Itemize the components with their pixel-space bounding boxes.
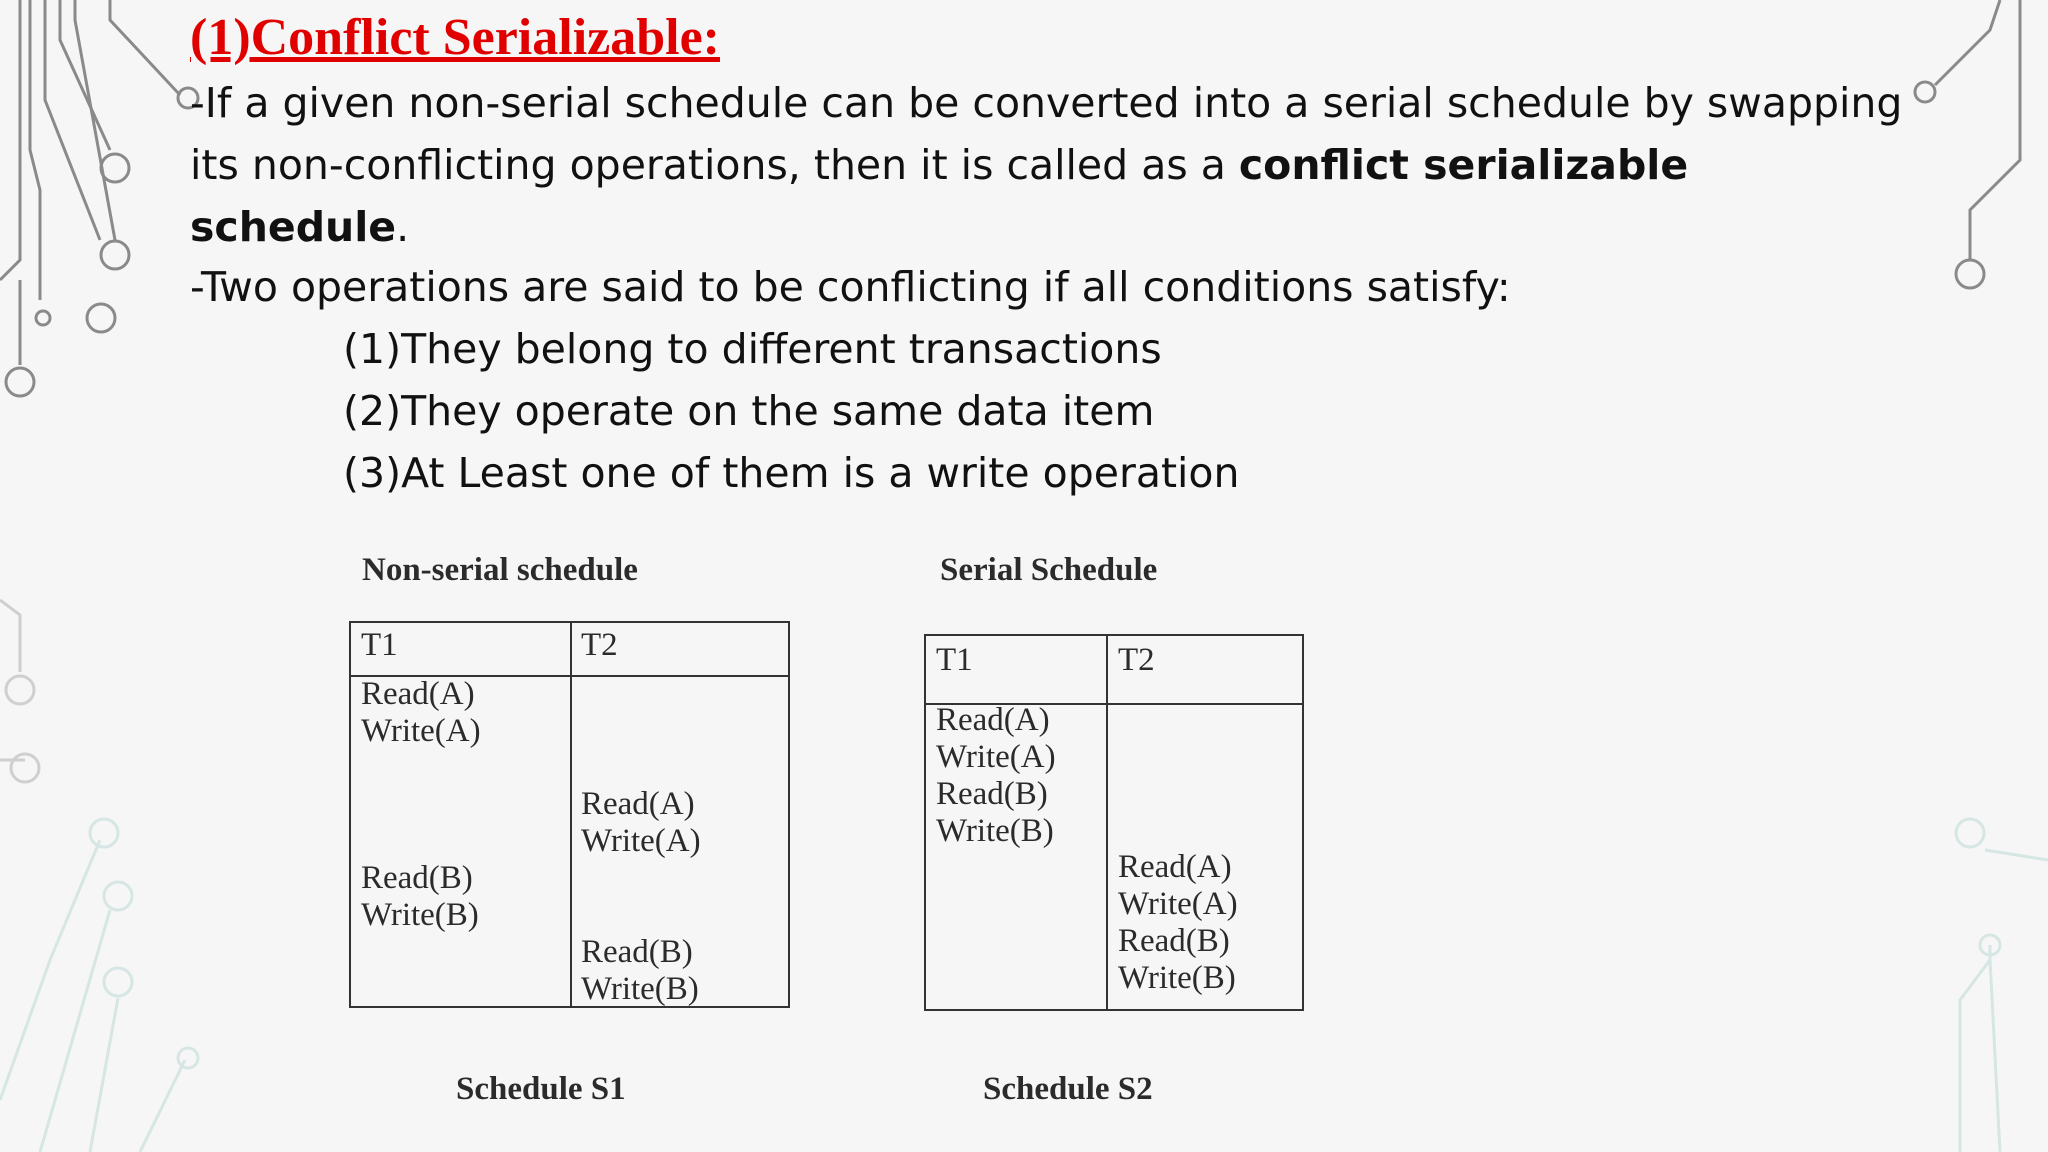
t1-operation: Write(B): [361, 897, 479, 933]
serial-heading: Serial Schedule: [940, 552, 1158, 588]
t2-operation: Write(A): [581, 823, 701, 859]
condition-item: (1)They belong to different transactions: [343, 325, 1162, 373]
t1-operation: Write(B): [936, 813, 1054, 849]
t1-operation: Read(A): [936, 702, 1050, 738]
column-header-t2: T2: [581, 627, 618, 663]
t1-operation: Read(B): [936, 776, 1048, 812]
t2-operation: Read(A): [581, 786, 695, 822]
definition-end: .: [396, 203, 410, 251]
t1-operation: Read(A): [361, 676, 475, 712]
t2-operation: Write(B): [581, 971, 699, 1007]
t2-operation: Write(B): [1118, 960, 1236, 996]
t1-operation: Read(B): [361, 860, 473, 896]
condition-item: (2)They operate on the same data item: [343, 387, 1155, 435]
slide-title: (1)Conflict Serializable:: [190, 9, 720, 66]
t2-operation: Read(A): [1118, 849, 1232, 885]
non-serial-heading: Non-serial schedule: [362, 552, 638, 588]
non-serial-caption: Schedule S1: [456, 1071, 626, 1107]
column-divider: [1106, 636, 1108, 1009]
serial-schedule-table: [924, 634, 1304, 1011]
condition-item: (3)At Least one of them is a write operation: [343, 449, 1240, 497]
definition-bold-term: conflict serializable schedule: [190, 141, 1689, 251]
serial-caption: Schedule S2: [983, 1071, 1153, 1107]
t2-operation: Read(B): [1118, 923, 1230, 959]
t1-operation: Write(A): [361, 713, 481, 749]
non-serial-schedule-table: [349, 621, 790, 1008]
t2-operation: Read(B): [581, 934, 693, 970]
conditions-intro: -Two operations are said to be conflicting if all conditions satisfy:: [190, 263, 1511, 311]
t1-operation: Write(A): [936, 739, 1056, 775]
column-header-t1: T1: [361, 627, 398, 663]
definition-text: -If a given non-serial schedule can be converted into a serial schedule by swapping its non-conflicting operations, then it is called as a: [190, 79, 1903, 189]
column-header-t1: T1: [936, 642, 973, 678]
column-divider: [570, 623, 572, 1006]
definition-paragraph: [190, 72, 1910, 258]
column-header-t2: T2: [1118, 642, 1155, 678]
t2-operation: Write(A): [1118, 886, 1238, 922]
